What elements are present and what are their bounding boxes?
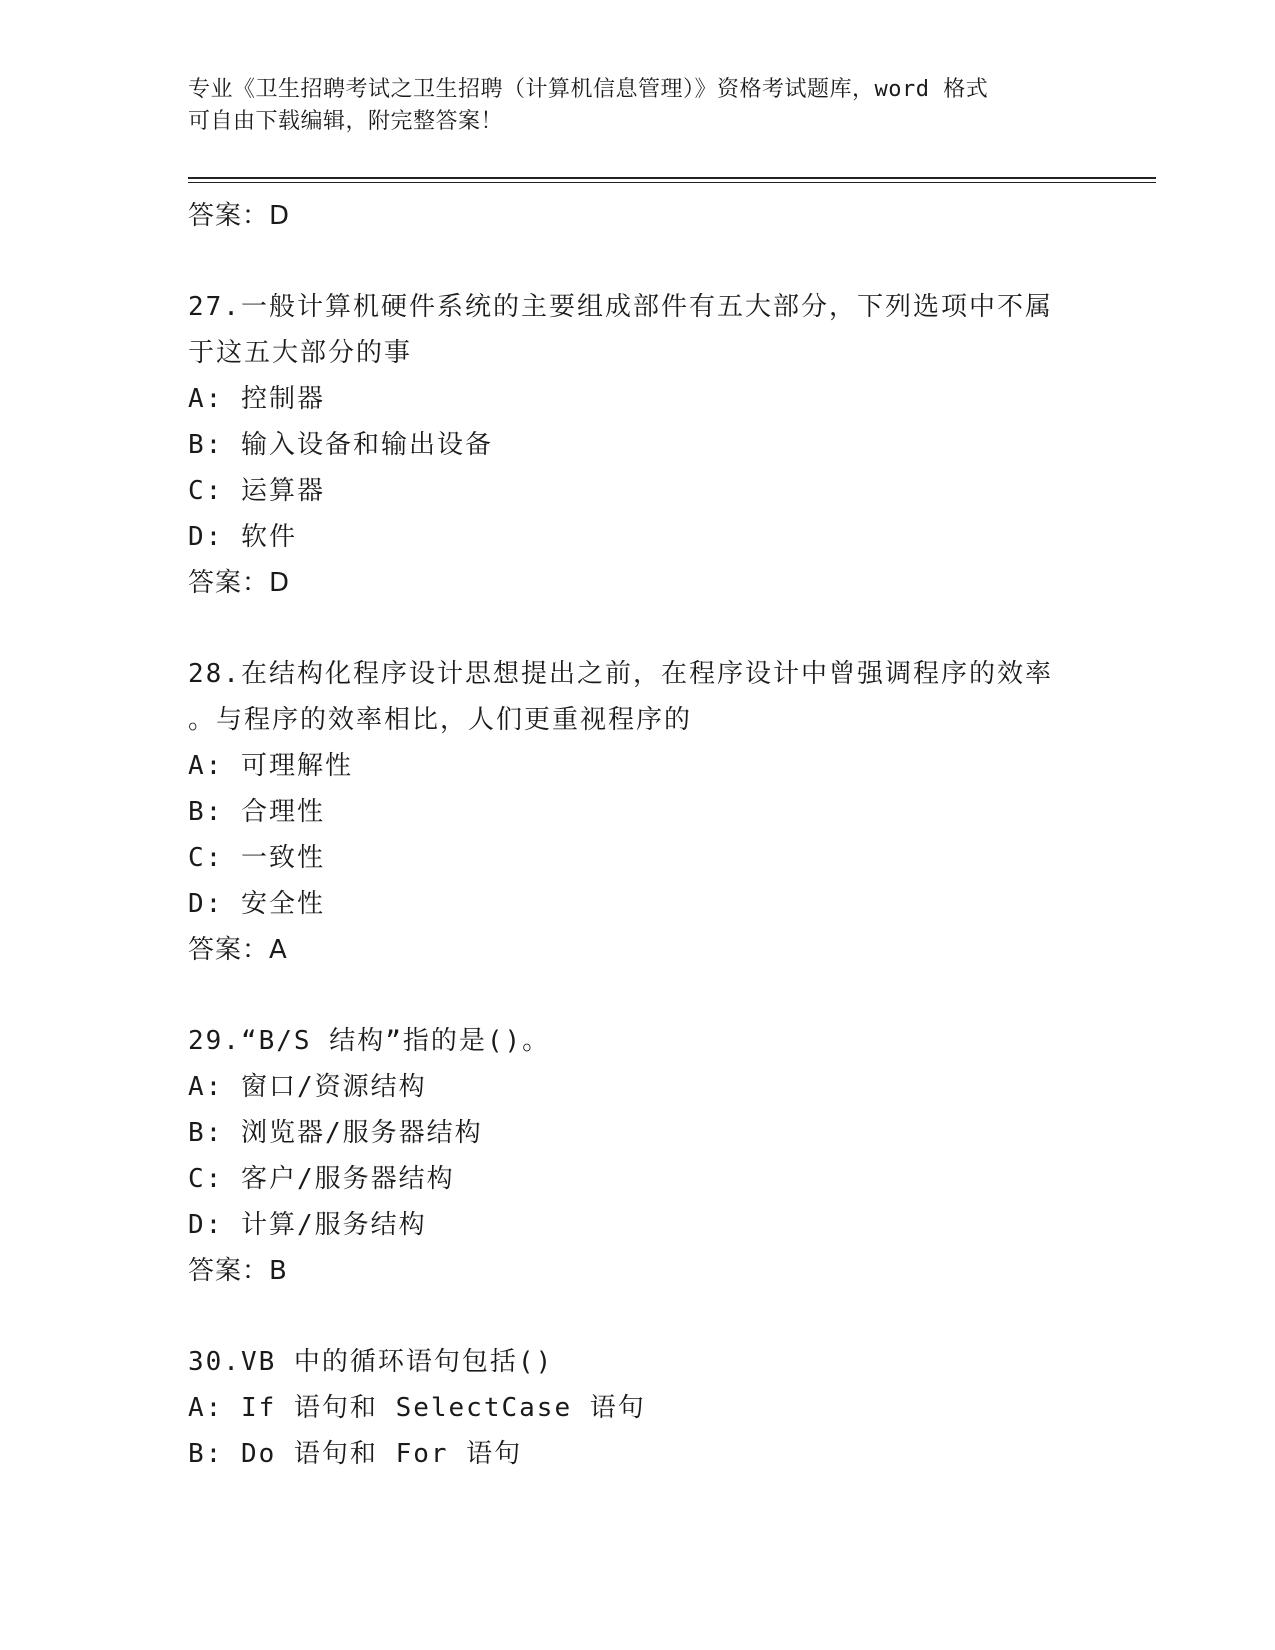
document-header — [188, 74, 1088, 138]
question-text: 于这五大部分的事 — [188, 338, 413, 368]
header-divider-thin — [188, 182, 1156, 183]
answer-line: 答案：D — [188, 568, 291, 598]
question-content — [188, 193, 1156, 1477]
answer-line: 答案：A — [188, 935, 288, 965]
option-d: D: 软件 — [188, 522, 297, 552]
spacer — [188, 1294, 1156, 1339]
option-a: A: 控制器 — [188, 384, 325, 414]
header-divider-thick — [188, 177, 1156, 179]
option-a: A: If 语句和 SelectCase 语句 — [188, 1393, 646, 1423]
option-a: A: 窗口/资源结构 — [188, 1072, 427, 1102]
spacer — [188, 606, 1156, 651]
option-c: C: 一致性 — [188, 843, 325, 873]
answer-line: 答案：D — [188, 201, 291, 231]
question-text: 28.在结构化程序设计思想提出之前，在程序设计中曾强调程序的效率 — [188, 659, 1053, 689]
spacer — [188, 973, 1156, 1018]
question-text: 27.一般计算机硬件系统的主要组成部件有五大部分，下列选项中不属 — [188, 292, 1053, 322]
option-d: D: 安全性 — [188, 889, 325, 919]
option-b: B: Do 语句和 For 语句 — [188, 1439, 523, 1469]
question-text: 30.VB 中的循环语句包括() — [188, 1347, 554, 1377]
option-d: D: 计算/服务结构 — [188, 1210, 427, 1240]
question-text: 。与程序的效率相比，人们更重视程序的 — [188, 705, 693, 735]
option-b: B: 合理性 — [188, 797, 325, 827]
question-29 — [188, 1018, 1156, 1294]
option-c: C: 客户/服务器结构 — [188, 1164, 455, 1194]
option-c: C: 运算器 — [188, 476, 325, 506]
question-28 — [188, 651, 1156, 973]
option-b: B: 浏览器/服务器结构 — [188, 1118, 483, 1148]
question-27 — [188, 284, 1156, 606]
spacer — [188, 239, 1156, 284]
option-b: B: 输入设备和输出设备 — [188, 430, 493, 460]
header-line-2: 可自由下载编辑，附完整答案！ — [188, 109, 504, 134]
answer-line: 答案：B — [188, 1256, 288, 1286]
question-30 — [188, 1339, 1156, 1477]
option-a: A: 可理解性 — [188, 751, 353, 781]
header-line-1: 专业《卫生招聘考试之卫生招聘（计算机信息管理）》资格考试题库，word 格式 — [188, 77, 989, 102]
question-text: 29.“B/S 结构”指的是()。 — [188, 1026, 551, 1056]
